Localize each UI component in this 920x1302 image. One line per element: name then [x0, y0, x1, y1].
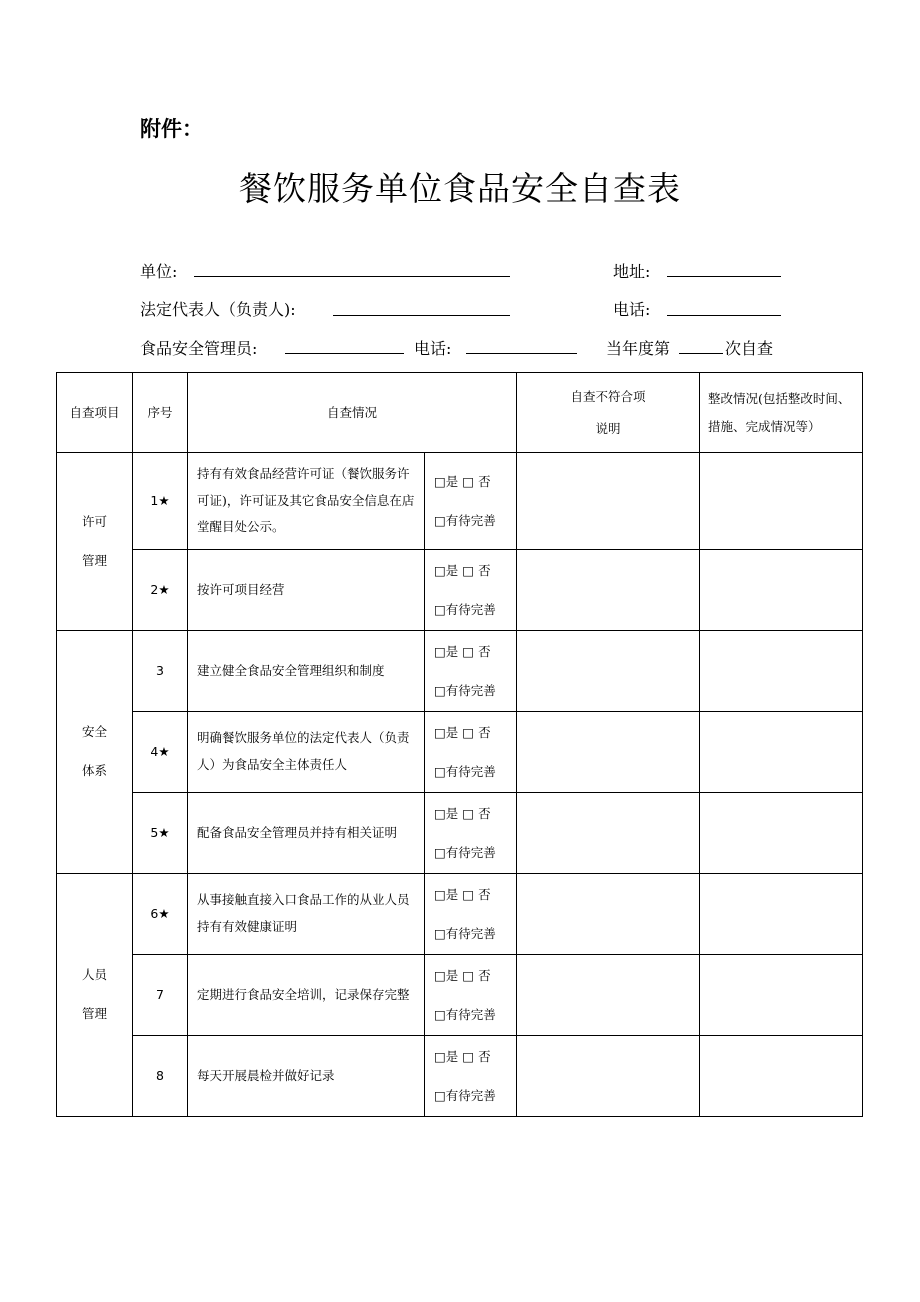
yes-no-checkbox[interactable]: □是 □ 否: [434, 562, 491, 578]
header-item: 自查项目: [57, 373, 133, 453]
pending-checkbox[interactable]: □有待完善: [434, 1007, 496, 1022]
legal-rep-label: 法定代表人（负责人):: [140, 300, 296, 319]
yes-no-checkbox[interactable]: □是 □ 否: [434, 886, 491, 902]
row-seq: 8: [133, 1036, 188, 1117]
rectify-cell[interactable]: [700, 453, 863, 550]
yes-no-checkbox[interactable]: □是 □ 否: [434, 473, 491, 489]
group-license: [57, 453, 133, 631]
table-row: [57, 550, 863, 631]
yes-no-checkbox[interactable]: □是 □ 否: [434, 1048, 491, 1064]
row-desc: 配备食品安全管理员并持有相关证明: [188, 793, 425, 874]
yes-no-checkbox[interactable]: □是 □ 否: [434, 643, 491, 659]
safety-manager-label: 食品安全管理员:: [140, 339, 258, 358]
rectify-cell[interactable]: [700, 874, 863, 955]
table-row: [57, 874, 863, 955]
header-nonconform-line2: 说明: [595, 420, 621, 436]
row-options[interactable]: [425, 453, 517, 550]
pending-checkbox[interactable]: □有待完善: [434, 1088, 496, 1103]
table-header-row: [57, 373, 863, 453]
yes-no-checkbox[interactable]: □是 □ 否: [434, 724, 491, 740]
group-safety-system: [57, 631, 133, 874]
year-prefix: 当年度第: [606, 339, 671, 358]
row-seq: 4★: [133, 712, 188, 793]
group-personnel: [57, 874, 133, 1117]
address-field[interactable]: [667, 276, 781, 277]
rectify-cell[interactable]: [700, 550, 863, 631]
row-seq: 2★: [133, 550, 188, 631]
table-row: [57, 453, 863, 550]
yes-no-checkbox[interactable]: □是 □ 否: [434, 967, 491, 983]
table-row: [57, 793, 863, 874]
group-label-line2: 管理: [81, 552, 107, 568]
rectify-cell[interactable]: [700, 631, 863, 712]
row-options[interactable]: [425, 712, 517, 793]
phone-field[interactable]: [667, 315, 781, 316]
unit-field[interactable]: [194, 276, 510, 277]
rectify-cell[interactable]: [700, 955, 863, 1036]
row-desc: 持有有效食品经营许可证（餐饮服务许可证)，许可证及其它食品安全信息在店堂醒目处公示。: [188, 453, 425, 550]
row-options[interactable]: [425, 1036, 517, 1117]
row-desc: 建立健全食品安全管理组织和制度: [188, 631, 425, 712]
row-options[interactable]: [425, 550, 517, 631]
inspection-count-field[interactable]: [679, 353, 723, 354]
row-options[interactable]: [425, 955, 517, 1036]
rectify-cell[interactable]: [700, 1036, 863, 1117]
header-nonconform-line1: 自查不符合项: [570, 389, 646, 405]
group-label-line1: 人员: [81, 967, 107, 983]
phone2-label: 电话:: [414, 339, 452, 358]
row-seq: 5★: [133, 793, 188, 874]
nonconform-cell[interactable]: [517, 453, 700, 550]
attachment-label: 附件：: [140, 117, 203, 141]
header-nonconform: [517, 373, 700, 453]
row-desc: 每天开展晨检并做好记录: [188, 1036, 425, 1117]
row-options[interactable]: [425, 874, 517, 955]
table-row: [57, 1036, 863, 1117]
row-options[interactable]: [425, 793, 517, 874]
pending-checkbox[interactable]: □有待完善: [434, 602, 496, 617]
table-row: [57, 631, 863, 712]
row-desc: 定期进行食品安全培训，记录保存完整: [188, 955, 425, 1036]
group-label-line1: 许可: [81, 513, 107, 529]
nonconform-cell[interactable]: [517, 874, 700, 955]
group-label-line2: 管理: [81, 1006, 107, 1021]
nonconform-cell[interactable]: [517, 955, 700, 1036]
nonconform-cell[interactable]: [517, 793, 700, 874]
phone2-field[interactable]: [466, 353, 577, 354]
group-label-line1: 安全: [81, 724, 107, 740]
group-label-line2: 体系: [81, 763, 107, 778]
nonconform-cell[interactable]: [517, 631, 700, 712]
pending-checkbox[interactable]: □有待完善: [434, 845, 496, 860]
safety-manager-field[interactable]: [285, 353, 404, 354]
header-rectify: 整改情况(包括整改时间、措施、完成情况等）: [700, 373, 863, 453]
pending-checkbox[interactable]: □有待完善: [434, 683, 496, 698]
row-seq: 6★: [133, 874, 188, 955]
unit-label: 单位:: [140, 262, 178, 281]
nonconform-cell[interactable]: [517, 1036, 700, 1117]
page-title: 餐饮服务单位食品安全自查表: [239, 169, 681, 208]
year-suffix: 次自查: [725, 339, 774, 358]
self-inspection-table: [56, 372, 863, 1117]
nonconform-cell[interactable]: [517, 712, 700, 793]
row-seq: 7: [133, 955, 188, 1036]
header-situation: 自查情况: [188, 373, 517, 453]
pending-checkbox[interactable]: □有待完善: [434, 926, 496, 941]
row-seq: 1★: [133, 453, 188, 550]
pending-checkbox[interactable]: □有待完善: [434, 764, 496, 779]
row-desc: 按许可项目经营: [188, 550, 425, 631]
address-label: 地址:: [613, 262, 651, 281]
row-options[interactable]: [425, 631, 517, 712]
table-row: [57, 955, 863, 1036]
rectify-cell[interactable]: [700, 712, 863, 793]
pending-checkbox[interactable]: □有待完善: [434, 513, 496, 528]
nonconform-cell[interactable]: [517, 550, 700, 631]
yes-no-checkbox[interactable]: □是 □ 否: [434, 805, 491, 821]
row-seq: 3: [133, 631, 188, 712]
table-row: [57, 712, 863, 793]
row-desc: 从事接触直接入口食品工作的从业人员持有有效健康证明: [188, 874, 425, 955]
rectify-cell[interactable]: [700, 793, 863, 874]
legal-rep-field[interactable]: [333, 315, 510, 316]
header-seq: 序号: [133, 373, 188, 453]
row-desc: 明确餐饮服务单位的法定代表人（负责人）为食品安全主体责任人: [188, 712, 425, 793]
phone-label: 电话:: [613, 300, 651, 319]
